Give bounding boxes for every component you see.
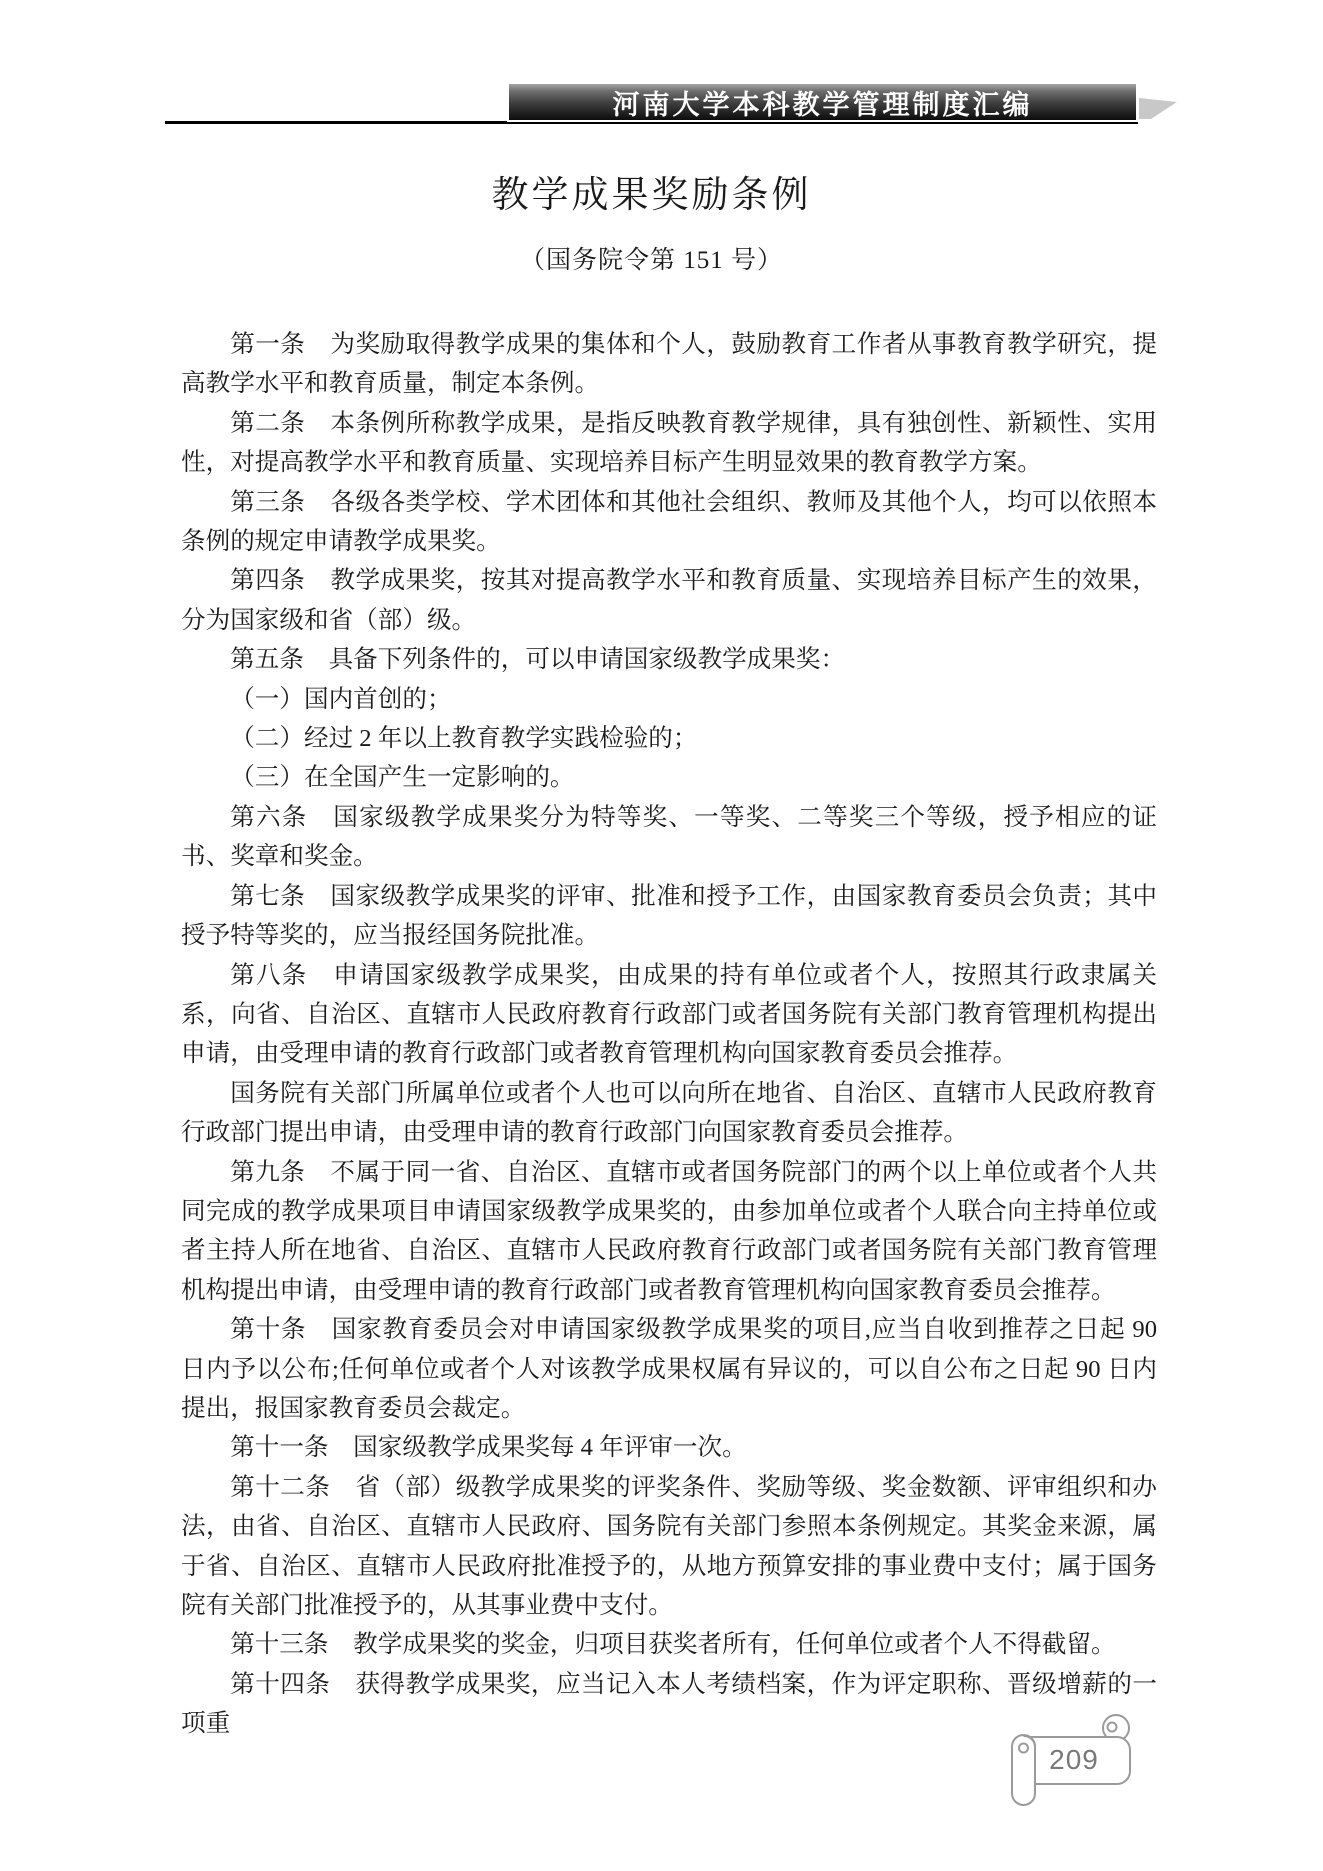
paragraph: 第十条 国家教育委员会对申请国家级教学成果奖的项目,应当自收到推荐之日起 90 日内予以公布;任何单位或者个人对该教学成果权属有异议的，可以自公布之日起 90 日内提出，报国家教育委员会裁定。 <box>181 1316 1157 1422</box>
paragraph: 第三条 各级各类学校、学术团体和其他社会组织、教师及其他个人，均可以依照本条例的规定申请教学成果奖。 <box>181 488 1157 556</box>
paragraph: 第十四条 获得教学成果奖，应当记入本人考绩档案，作为评定职称、晋级增薪的一项重 <box>181 1670 1157 1738</box>
paragraph: 国务院有关部门所属单位或者个人也可以向所在地省、自治区、直辖市人民政府教育行政部门提出申请，由受理申请的教育行政部门向国家教育委员会推荐。 <box>181 1079 1157 1147</box>
paragraph: 第四条 教学成果奖，按其对提高教学水平和教育质量、实现培养目标产生的效果，分为国家级和省（部）级。 <box>181 567 1157 634</box>
paragraph: 第五条 具备下列条件的，可以申请国家级教学成果奖： <box>230 646 846 674</box>
document-body <box>181 325 1157 1744</box>
paragraph: 第十二条 省（部）级教学成果奖的评奖条件、奖励等级、奖金数额、评审组织和办法，由省、自治区、直辖市人民政府、国务院有关部门参照本条例规定。其奖金来源，属于省、自治区、直辖市人民政府批准授予的，从地方预算安排的事业费中支付；属于国务院有关部门批准授予的，从其事业费中支付。 <box>181 1473 1157 1619</box>
paragraph: 第十三条 教学成果奖的奖金，归项目获奖者所有，任何单位或者个人不得截留。 <box>230 1631 1116 1659</box>
paragraph: （一）国内首创的； <box>230 685 452 713</box>
page-flip-arrow-icon <box>1139 96 1179 120</box>
paragraph: 第一条 为奖励取得教学成果的集体和个人，鼓励教育工作者从事教育教学研究，提高教学水平和教育质量，制定本条例。 <box>181 331 1157 398</box>
page-number: 209 <box>1049 1744 1099 1775</box>
header-banner-title: 河南大学本科教学管理制度汇编 <box>612 89 1033 120</box>
paragraph: （三）在全国产生一定影响的。 <box>230 764 575 792</box>
paragraph: 第七条 国家级教学成果奖的评审、批准和授予工作，由国家教育委员会负责；其中授予特等奖的，应当报经国务院批准。 <box>181 882 1157 950</box>
paragraph: 第九条 不属于同一省、自治区、直辖市或者国务院部门的两个以上单位或者个人共同完成的教学成果项目申请国家级教学成果奖的，由参加单位或者个人联合向主持单位或者主持人所在地省、自治区、直辖市人民政府教育行政部门或者国务院有关部门教育管理机构提出申请，由受理申请的教育行政部门或者教育管理机构向国家教育委员会推荐。 <box>181 1158 1157 1304</box>
paragraph: 第八条 申请国家级教学成果奖，由成果的持有单位或者个人，按照其行政隶属关系，向省、自治区、直辖市人民政府教育行政部门或者国务院有关部门教育管理机构提出申请，由受理申请的教育行政部门或者教育管理机构向国家教育委员会推荐。 <box>181 961 1157 1068</box>
paragraph: 第六条 国家级教学成果奖分为特等奖、一等奖、二等奖三个等级，授予相应的证书、奖章和奖金。 <box>181 803 1157 871</box>
page-marker <box>1008 1712 1132 1807</box>
paragraph: 第十一条 国家级教学成果奖每 4 年评审一次。 <box>230 1434 747 1462</box>
document-title: 教学成果奖励条例 <box>491 174 812 215</box>
paragraph: 第二条 本条例所称教学成果，是指反映教育教学规律，具有独创性、新颖性、实用性，对提高教学水平和教育质量、实现培养目标产生明显效果的教育教学方案。 <box>181 409 1157 477</box>
document-subtitle: （国务院令第 151 号） <box>519 247 783 274</box>
header-banner <box>507 82 1138 122</box>
paragraph: （二）经过 2 年以上教育教学实践检验的； <box>230 725 698 753</box>
